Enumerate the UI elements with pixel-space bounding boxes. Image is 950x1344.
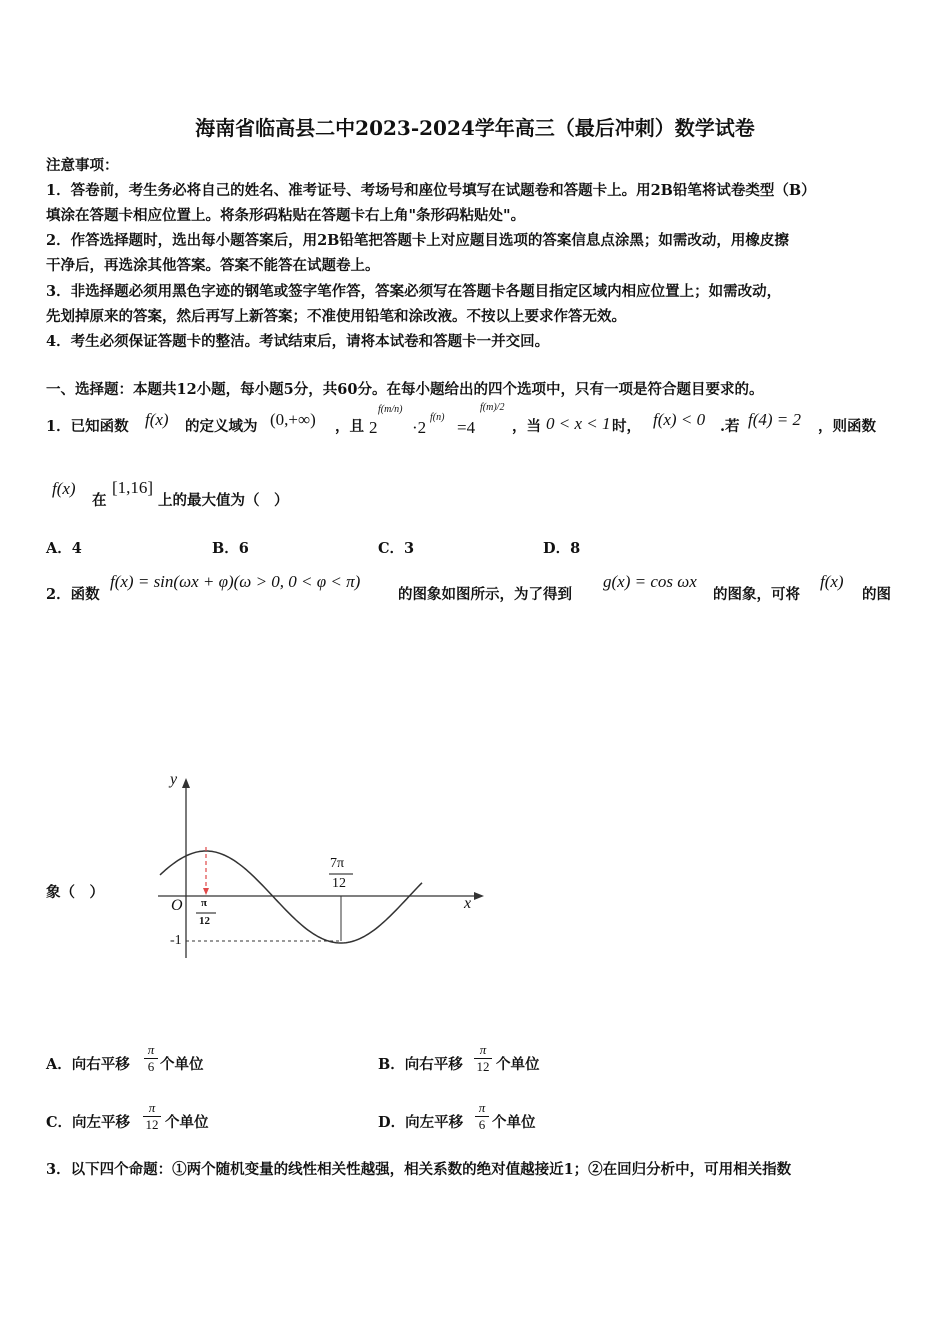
q1-eq-exponent: f(m/n) bbox=[378, 404, 403, 415]
tick-pi-num: π bbox=[201, 897, 208, 909]
q2-option-b[interactable]: B．向右平移 bbox=[378, 1056, 463, 1073]
notice-line: 4．考生必须保证答题卡的整洁。考试结束后，请将本试卷和答题卡一并交回。 bbox=[46, 333, 550, 350]
q1-option-a[interactable]: A．4 bbox=[46, 540, 82, 557]
tick-minus-one: -1 bbox=[170, 933, 182, 948]
q1-text: 上的最大值为（ ） bbox=[158, 492, 289, 509]
notice-line: 1．答卷前，考生务必将自己的姓名、准考证号、考场号和座位号填写在试题卷和答题卡上。用2B铅笔将试卷类型（B） bbox=[46, 182, 816, 199]
q1-eq-exponent: f(m)/2 bbox=[480, 402, 505, 413]
q2-function: f(x) bbox=[820, 572, 844, 591]
q1-eq-equals: =4 bbox=[457, 418, 476, 437]
q1-option-b[interactable]: B．6 bbox=[212, 540, 249, 557]
question-3-text: 3．以下四个命题：①两个随机变量的线性相关性越强，相关系数的绝对值越接近1；②在回归分析中，可用相关指数 bbox=[46, 1161, 792, 1178]
q1-condition: f(x) < 0 bbox=[653, 410, 706, 429]
sine-curve bbox=[160, 851, 422, 943]
peak-marker-icon bbox=[203, 888, 209, 895]
q1-text: ，且 bbox=[335, 418, 364, 435]
q1-option-d[interactable]: D．8 bbox=[543, 540, 581, 557]
question-2-text: 2．函数 bbox=[46, 586, 100, 603]
q2-option-d[interactable]: D．向左平移 bbox=[378, 1114, 464, 1131]
q1-text: 在 bbox=[92, 492, 107, 509]
q2-text: 象（ ） bbox=[46, 884, 104, 901]
q2-text: 的图 bbox=[862, 586, 891, 603]
q2-text: 的图象，可将 bbox=[713, 586, 800, 603]
q1-text: .若 bbox=[720, 418, 740, 435]
q1-text: ，则函数 bbox=[818, 418, 876, 435]
page-title: 海南省临高县二中2023-2024学年高三（最后冲刺）数学试卷 bbox=[195, 116, 755, 140]
q2-option-b-unit: 个单位 bbox=[496, 1056, 540, 1073]
q1-condition: f(4) = 2 bbox=[748, 410, 802, 429]
q1-interval: [1,16] bbox=[112, 478, 154, 497]
q1-eq-base: 2 bbox=[369, 418, 378, 437]
notice-line: 干净后，再选涂其他答案。答案不能答在试题卷上。 bbox=[46, 257, 380, 274]
q2-option-c[interactable]: C．向左平移 bbox=[46, 1114, 131, 1131]
q1-eq-exponent: f(n) bbox=[430, 412, 445, 423]
notice-line: 2．作答选择题时，选出每小题答案后，用2B铅笔把答题卡上对应题目选项的答案信息点涂黑；如需改动，用橡皮擦 bbox=[46, 232, 789, 249]
x-axis-label: x bbox=[464, 895, 472, 912]
q2-option-d-unit: 个单位 bbox=[492, 1114, 536, 1131]
x-axis-arrow-icon bbox=[474, 892, 484, 900]
notice-line: 先划掉原来的答案，然后再写上新答案；不准使用铅笔和涂改液。不按以上要求作答无效。 bbox=[46, 308, 626, 325]
tick-pi-den: 12 bbox=[199, 915, 210, 927]
q1-text: ，当 bbox=[512, 418, 541, 435]
question-1-text: 1．已知函数 bbox=[46, 418, 129, 435]
q1-domain: (0,+∞) bbox=[270, 410, 316, 429]
q2-option-a-unit: 个单位 bbox=[160, 1056, 204, 1073]
y-axis-label: y bbox=[170, 771, 178, 788]
q2-option-c-unit: 个单位 bbox=[165, 1114, 209, 1131]
tick-7pi-num: 7π bbox=[330, 856, 345, 871]
q1-function: f(x) bbox=[52, 479, 76, 498]
q2-option-c-fraction: $\frac{\pi}{12}$ bbox=[143, 1100, 161, 1133]
q2-option-b-fraction: $\frac{\pi}{12}$ bbox=[474, 1042, 492, 1075]
notice-heading: 注意事项： bbox=[46, 157, 119, 174]
section-heading: 一、选择题：本题共12小题，每小题5分，共60分。在每小题给出的四个选项中，只有一项是符合题目要求的。 bbox=[46, 381, 764, 398]
notice-line: 填涂在答题卡相应位置上。将条形码粘贴在答题卡右上角"条形码粘贴处"。 bbox=[46, 207, 526, 224]
q2-text: 的图象如图所示，为了得到 bbox=[398, 586, 572, 603]
q1-option-c[interactable]: C．3 bbox=[378, 540, 415, 557]
q2-option-a[interactable]: A．向右平移 bbox=[46, 1056, 130, 1073]
q2-option-d-fraction: $\frac{\pi}{6}$ bbox=[475, 1100, 489, 1133]
q1-text: 的定义域为 bbox=[185, 418, 258, 435]
y-axis-arrow-icon bbox=[182, 778, 190, 788]
q1-condition: 0 < x < 1 bbox=[546, 414, 611, 433]
tick-7pi-den: 12 bbox=[332, 876, 346, 891]
sine-graph bbox=[150, 765, 490, 965]
origin-label: O bbox=[171, 897, 183, 914]
q2-option-a-fraction: $\frac{\pi}{6}$ bbox=[144, 1042, 158, 1075]
q2-function: f(x) = sin(ωx + φ)(ω > 0, 0 < φ < π) bbox=[110, 572, 361, 591]
notice-line: 3．非选择题必须用黑色字迹的钢笔或签字笔作答，答案必须写在答题卡各题目指定区域内相应位置上；如需改动， bbox=[46, 283, 782, 300]
q1-text: 时， bbox=[612, 418, 641, 435]
q1-function: f(x) bbox=[145, 410, 169, 429]
q1-eq-dot: ·2 bbox=[412, 418, 427, 437]
q2-function-g: g(x) = cos ωx bbox=[603, 572, 697, 591]
